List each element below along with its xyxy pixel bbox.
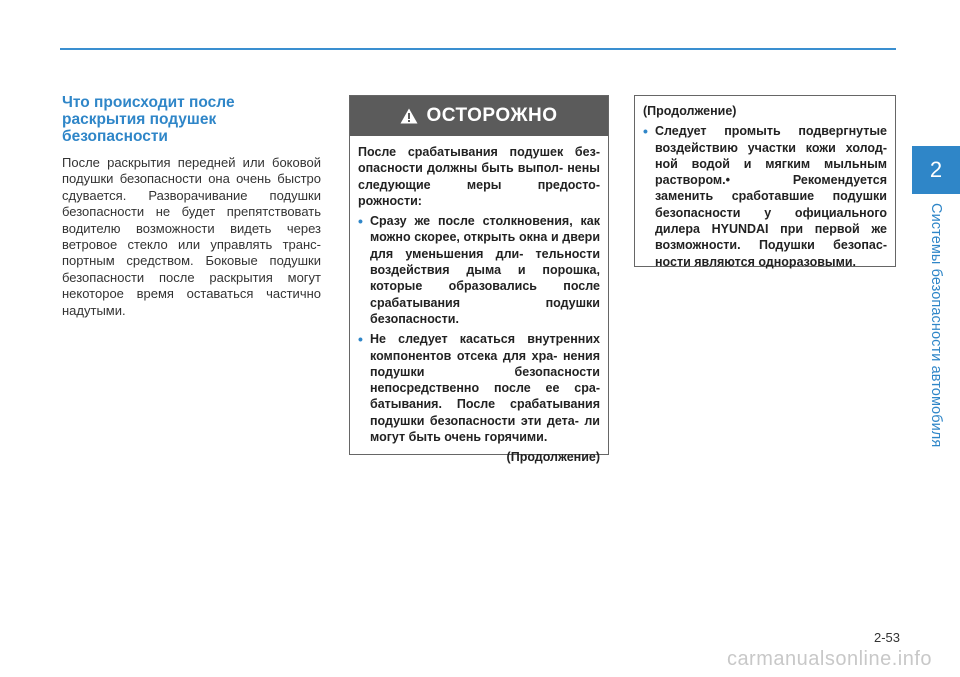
chapter-number: 2 bbox=[929, 157, 943, 182]
page-number: 2-53 bbox=[873, 630, 900, 645]
warning-title: ОСТОРОЖНО bbox=[426, 105, 558, 126]
warning-box bbox=[349, 95, 609, 465]
warning-triangle-icon bbox=[400, 108, 418, 124]
continuation-bullet-text: Следует промыть подвергнутые воздействию участки кожи холод- ной водой и мягким мыльным раствором.• Рекомендуется заменить сработавшие подушки безопасности у официального дилера HYUNDAI при первой же возможности. Подушки безопас- ности являются одноразовыми. bbox=[655, 124, 887, 269]
warning-bullet bbox=[358, 331, 600, 445]
bullet-dot-icon: • bbox=[358, 331, 363, 348]
watermark: carmanualsonline.info bbox=[726, 648, 932, 670]
section-column bbox=[62, 94, 321, 319]
warning-bullet bbox=[358, 213, 600, 327]
top-rule bbox=[60, 48, 896, 50]
chapter-title-strip bbox=[912, 194, 960, 456]
chapter-number-tab bbox=[912, 146, 960, 194]
section-heading: Что происходит после раскрытия подушек безопасности bbox=[62, 94, 235, 145]
bullet-dot-icon: • bbox=[358, 213, 363, 230]
warning-intro: После срабатывания подушек без- опасности должны быть выпол- нены следующие меры предосто- рожности: bbox=[358, 145, 600, 208]
warning-bullet-text: Не следует касаться внутренних компонентов отсека для хра- нения подушки безопасности непосредственно после ее сра- батывания. После срабатывания подушки безопасности эти дета- ли могут быть очень горячими. bbox=[370, 332, 600, 445]
warning-content bbox=[350, 136, 608, 466]
section-body: После раскрытия передней или боковой подушки безопасности она очень быстро сдувается. Разворачивание подушки безопасности не будет препятствовать водителю возможности видеть через ветровое стекло или управлять транс- портным средством. Боковые подушки безопасности после раскрытия могут некоторое время оставаться частично надутыми. bbox=[62, 155, 321, 318]
warning-continued: (Продолжение) bbox=[506, 450, 600, 465]
warning-bullet-text: Сразу же после столкновения, как можно скорее, открыть окна и двери для уменьшения дли- тельности воздействия дыма и порошка, которые образовались после срабатывания подушки безопасности. bbox=[370, 214, 600, 326]
chapter-title: Системы безопасности автомобиля bbox=[928, 202, 944, 448]
bullet-dot-icon: • bbox=[643, 123, 648, 140]
continuation-box bbox=[634, 95, 896, 267]
continuation-label: (Продолжение) bbox=[643, 104, 737, 118]
continuation-bullet bbox=[643, 123, 887, 270]
warning-header bbox=[350, 96, 608, 136]
